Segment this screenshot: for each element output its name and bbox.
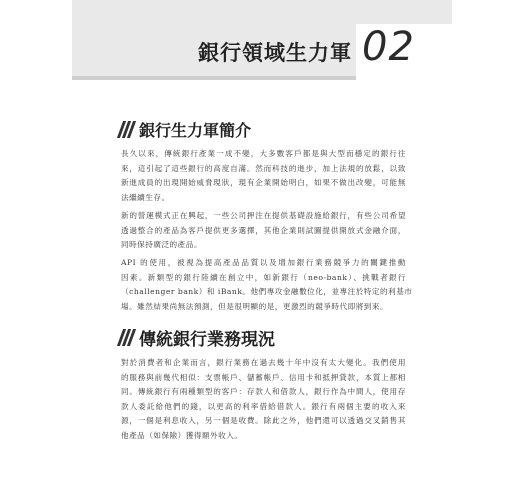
paragraph [121, 209, 406, 253]
paragraph-line: 的服務與前幾代相似：支票帳戶、儲蓄帳戶、信用卡和抵押貸款，本質上都相 [121, 372, 406, 382]
paragraph [121, 147, 406, 205]
paragraph-line: 款人委託給他們的錢，以更高的利率借給借款人。銀行有兩個主要的收入來 [121, 401, 406, 411]
section-heading-text: 銀行生力軍簡介 [139, 121, 252, 140]
paragraph-line: （challenger bank）和 iBank。他們專攻金融數位化，並專注於特定的利基市 [121, 287, 413, 297]
paragraph-line: 他產品（如保險）獲得額外收入。 [121, 430, 243, 440]
paragraph-line: API 的使用，被視為提高產品品質以及增加銀行業務競爭力的關鍵推動 [121, 258, 406, 267]
paragraph-line: 法繼續生存。 [121, 192, 170, 202]
chapter-title: 銀行領域生力軍 [198, 41, 352, 65]
paragraph-line: 對於消費者和企業而言，銀行業務在過去幾十年中沒有太大變化。我們使用 [121, 358, 406, 367]
paragraph-line: 透過整合的產品為客戶提供更多選擇，其他企業則試圖提供開放式金融介面， [121, 225, 406, 235]
slash-marks-icon [120, 329, 133, 347]
paragraph-line: 因素。新類型的銀行陸續在創立中，如新銀行（neo-bank）、挑戰者銀行 [121, 272, 406, 282]
paragraph-line: 新進成員的出現開始威脅現狀，現有企業開始明白，如果不做出改變，可能無 [121, 178, 406, 188]
paragraph-line: 來，這引起了這些銀行的高度自滿。然而科技的進步，加上法規的放鬆，以致 [121, 163, 406, 173]
paragraph [121, 356, 406, 444]
paragraph [121, 256, 413, 314]
paragraph-line: 新的營運模式正在興起，一些公司押注在提供基礎設施給銀行，有些公司希望 [121, 211, 406, 220]
section-heading-text: 傳統銀行業務現況 [139, 330, 275, 350]
paragraph-line: 源，一個是利息收入，另一個是收費。除此之外，他們還可以透過交叉銷售其 [121, 416, 406, 426]
section-heading-2 [120, 325, 275, 350]
paragraph-line: 場。雖然結果尚無法預測，但是很明顯的是，更激烈的競爭時代即將到來。 [121, 301, 389, 311]
section-heading-1 [120, 118, 251, 141]
chapter-number: 02 [362, 24, 415, 70]
slash-marks-icon [120, 121, 133, 139]
paragraph-line: 同時保持廣泛的產品。 [121, 240, 202, 250]
paragraph-line: 同。傳統銀行有兩種類型的客戶：存款人和借款人，銀行作為中間人，使用存 [121, 387, 406, 397]
paragraph-line: 長久以來，傳統銀行產業一成不變，大多數客戶都是與大型而穩定的銀行往 [121, 149, 406, 158]
